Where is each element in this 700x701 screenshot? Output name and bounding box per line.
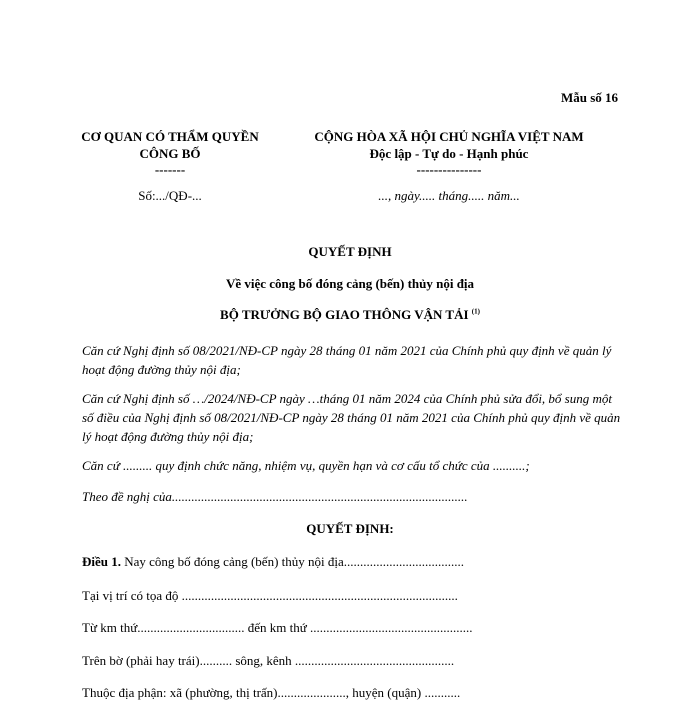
issuing-authority-line1: CƠ QUAN CÓ THẨM QUYỀN — [81, 129, 259, 144]
document-number: Số:.../QĐ-... — [138, 188, 202, 203]
form-number: Mẫu số 16 — [560, 90, 618, 105]
field-coordinates: Tại vị trí có tọa độ ..................................................................................... — [82, 588, 458, 603]
issuing-minister — [0, 307, 700, 323]
preamble-paragraph-2: Căn cứ Nghị định số …/2024/NĐ-CP ngày …tháng 01 năm 2024 của Chính phủ sửa đổi, bổ sung một số điều của Nghị định số 08/2021/NĐ-CP ngày 28 tháng 01 năm 2021 của Chính phủ quy định về quản lý hoạt động đường thủy nội địa; — [82, 391, 621, 444]
article-1-label: Điều 1. — [82, 554, 121, 569]
article-1-text: Nay công bố đóng cảng (bến) thủy nội địa..................................... — [121, 554, 465, 569]
preamble-paragraph-1: Căn cứ Nghị định số 08/2021/NĐ-CP ngày 28 tháng 01 năm 2021 của Chính phủ quy định về quản lý hoạt động đường thủy nội địa; — [82, 343, 612, 377]
article-1 — [82, 554, 464, 570]
left-header-divider: ------- — [154, 162, 186, 177]
issuing-minister-footnote: (1) — [471, 307, 480, 316]
field-administrative-area: Thuộc địa phận: xã (phường, thị trấn)....................., huyện (quận) ........... — [82, 685, 461, 700]
right-header-divider: --------------- — [416, 162, 482, 177]
national-motto: Độc lập - Tự do - Hạnh phúc — [369, 146, 529, 161]
preamble-paragraph-4: Theo đề nghị của........................................................................................... — [82, 489, 468, 504]
preamble-paragraph-3: Căn cứ ......... quy định chức năng, nhiệm vụ, quyền hạn và cơ cấu tổ chức của ..........; — [82, 458, 530, 473]
national-title: CỘNG HÒA XÃ HỘI CHỦ NGHĨA VIỆT NAM — [314, 129, 584, 144]
document-date: ..., ngày..... tháng..... năm... — [378, 188, 520, 203]
document-subject: Về việc công bố đóng cảng (bến) thủy nội địa — [225, 276, 475, 291]
decision-heading: QUYẾT ĐỊNH: — [306, 521, 394, 536]
field-km-range: Từ km thứ................................. đến km thứ .................................................. — [82, 620, 473, 635]
issuing-minister-text: BỘ TRƯỞNG BỘ GIAO THÔNG VẬN TẢI — [220, 307, 469, 322]
field-river-bank: Trên bờ (phải hay trái).......... sông, kênh ................................................. — [82, 653, 455, 668]
issuing-authority-line2: CÔNG BỐ — [139, 146, 201, 161]
document-title: QUYẾT ĐỊNH — [308, 244, 392, 259]
